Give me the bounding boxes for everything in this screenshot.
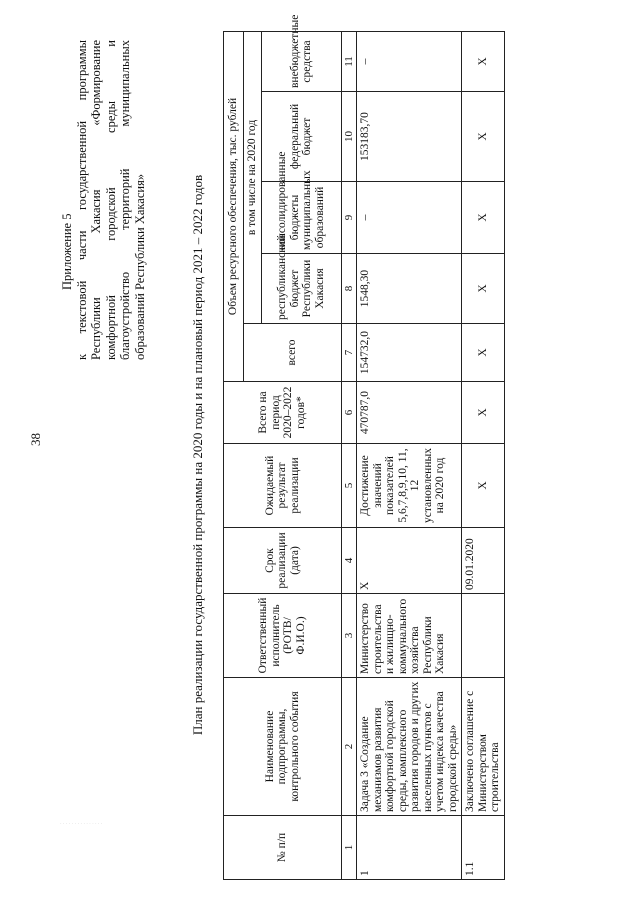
col-number: 9 (341, 182, 357, 254)
cell-all: 154732,0 (357, 324, 462, 382)
appendix-line: Приложение 5 (60, 213, 74, 290)
plan-table (223, 14, 505, 880)
cell-republic: X (462, 254, 505, 324)
col-number: 2 (341, 678, 357, 816)
cell-republic: 1548,30 (357, 254, 462, 324)
header-num: № п/п (224, 816, 342, 880)
cell-num: 1 (357, 816, 462, 880)
rotated-document (60, 14, 620, 880)
cell-total: X (462, 382, 505, 444)
col-number: 6 (341, 382, 357, 444)
header-name: Наименование подпрограммы, контрольного события (224, 678, 342, 816)
col-number: 1 (341, 816, 357, 880)
plan-title: План реализации государственной программы на 2020 годы и на плановый период 2021 – 2022 годов (190, 174, 205, 736)
cell-term: X (357, 528, 462, 594)
cell-extra: X (462, 31, 505, 91)
col-number: 11 (341, 31, 357, 91)
cell-municipal: – (357, 182, 462, 254)
col-number: 8 (341, 254, 357, 324)
appendix-line: благоустройство территорий муниципальных (118, 40, 132, 360)
col-number: 10 (341, 92, 357, 182)
header-term: Срок реализации (дата) (224, 528, 342, 594)
page-number: 38 (28, 433, 43, 446)
cell-result: X (462, 444, 505, 528)
header-executor: Ответственный исполнитель (РОТВ/ Ф.И.О.) (224, 594, 342, 678)
cell-result: Достижение значений показателей 5,6,7,8,9,10, 11, 12 установленных на 2020 год (357, 444, 462, 528)
table-row (357, 31, 462, 879)
cell-federal: 153183,70 (357, 92, 462, 182)
appendix-block (60, 40, 147, 360)
stamp: · · · · · · · · · · · · · · · (60, 822, 103, 827)
cell-executor (462, 594, 505, 678)
cell-federal: X (462, 92, 505, 182)
appendix-line: к текстовой части государственной программы (74, 40, 89, 360)
cell-municipal: X (462, 182, 505, 254)
header-all: всего (244, 324, 342, 382)
cell-term: 09.01.2020 (462, 528, 505, 594)
cell-name: Задача 3 «Создание механизмов развития комфортной городской среды, комплексного развития городов и других населенных пунктов с учетом индекса качества городской среды» (357, 678, 462, 816)
table-row (462, 31, 505, 879)
header-municipal-budget: консолидированные бюджеты муниципальных образований (261, 182, 341, 254)
cell-extra: – (357, 31, 462, 91)
appendix-line: комфортной городской среды и (103, 40, 118, 360)
header-extra-budget: внебюджетные средства (261, 31, 341, 91)
cell-all: X (462, 324, 505, 382)
header-in-2020: в том числе на 2020 год (244, 31, 262, 323)
cell-executor: Министерство строительства и жилищно-коммунального хозяйства Республики Хакасия (357, 594, 462, 678)
col-number: 7 (341, 324, 357, 382)
header-republic-budget: республиканский бюджет Республики Хакасия (261, 254, 341, 324)
header-result: Ожидаемый результат реализации (224, 444, 342, 528)
cell-name: Заключено соглашение с Министерством строительства (462, 678, 505, 816)
header-total: Всего на период 2020–2022 годов* (224, 382, 342, 444)
col-number: 3 (341, 594, 357, 678)
appendix-line: Республики Хакасия «Формирование (89, 40, 103, 360)
cell-total: 470787,0 (357, 382, 462, 444)
header-resource: Объем ресурсного обеспечения, тыс. рублей (224, 31, 244, 381)
appendix-line: образований Республики Хакасия» (132, 173, 147, 360)
col-number: 5 (341, 444, 357, 528)
header-federal-budget: федеральный бюджет (261, 92, 341, 182)
cell-num: 1.1 (462, 816, 505, 880)
col-number: 4 (341, 528, 357, 594)
